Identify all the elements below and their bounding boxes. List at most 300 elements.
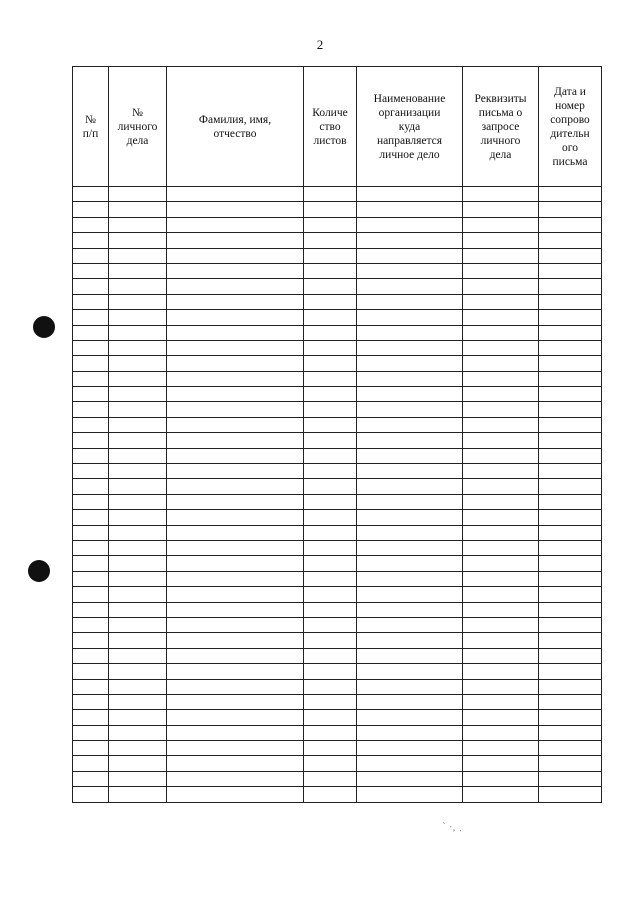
table-cell	[73, 387, 109, 402]
table-cell	[167, 279, 304, 294]
personal-files-register-table	[72, 66, 602, 803]
table-cell	[304, 617, 357, 632]
table-cell	[109, 263, 167, 278]
table-cell	[73, 356, 109, 371]
table-cell	[73, 710, 109, 725]
table-cell	[73, 325, 109, 340]
table-cell	[357, 710, 463, 725]
table-cell	[109, 448, 167, 463]
table-cell	[357, 187, 463, 202]
table-cell	[73, 310, 109, 325]
table-cell	[357, 248, 463, 263]
table-cell	[463, 633, 539, 648]
table-cell	[304, 494, 357, 509]
table-cell	[304, 725, 357, 740]
table-row	[73, 371, 602, 386]
table-cell	[109, 694, 167, 709]
table-cell	[357, 756, 463, 771]
table-cell	[304, 648, 357, 663]
table-cell	[463, 571, 539, 586]
table-cell	[167, 525, 304, 540]
punch-hole-bottom	[28, 560, 50, 582]
table-cell	[73, 479, 109, 494]
table-cell	[539, 571, 602, 586]
table-cell	[304, 387, 357, 402]
table-cell	[109, 248, 167, 263]
table-cell	[304, 417, 357, 432]
table-cell	[109, 325, 167, 340]
table-cell	[304, 371, 357, 386]
table-cell	[357, 325, 463, 340]
table-cell	[167, 510, 304, 525]
table-cell	[109, 571, 167, 586]
table-cell	[109, 202, 167, 217]
table-row	[73, 602, 602, 617]
table-cell	[167, 217, 304, 232]
table-cell	[357, 417, 463, 432]
table-cell	[357, 771, 463, 786]
table-cell	[539, 725, 602, 740]
table-row	[73, 402, 602, 417]
table-cell	[304, 510, 357, 525]
table-cell	[539, 587, 602, 602]
table-cell	[463, 787, 539, 802]
table-cell	[109, 310, 167, 325]
table-row	[73, 571, 602, 586]
table-cell	[539, 494, 602, 509]
table-cell	[109, 494, 167, 509]
table-cell	[109, 340, 167, 355]
table-cell	[109, 417, 167, 432]
table-row	[73, 771, 602, 786]
table-cell	[539, 325, 602, 340]
table-cell	[539, 217, 602, 232]
table-row	[73, 202, 602, 217]
table-cell	[304, 402, 357, 417]
table-cell	[539, 479, 602, 494]
table-cell	[167, 417, 304, 432]
table-cell	[304, 325, 357, 340]
table-cell	[463, 617, 539, 632]
table-cell	[357, 217, 463, 232]
table-cell	[73, 202, 109, 217]
table-cell	[73, 263, 109, 278]
table-cell	[109, 510, 167, 525]
table-cell	[304, 756, 357, 771]
table-row	[73, 263, 602, 278]
table-cell	[463, 294, 539, 309]
table-cell	[463, 694, 539, 709]
table-cell	[109, 233, 167, 248]
table-cell	[463, 387, 539, 402]
table-row	[73, 464, 602, 479]
table-cell	[304, 664, 357, 679]
table-row	[73, 725, 602, 740]
table-cell	[109, 371, 167, 386]
table-row	[73, 433, 602, 448]
table-cell	[357, 540, 463, 555]
table-row	[73, 248, 602, 263]
table-cell	[304, 279, 357, 294]
table-cell	[357, 371, 463, 386]
table-cell	[167, 187, 304, 202]
table-cell	[109, 587, 167, 602]
table-cell	[304, 187, 357, 202]
table-cell	[109, 433, 167, 448]
table-cell	[539, 510, 602, 525]
table-row	[73, 617, 602, 632]
table-cell	[109, 217, 167, 232]
table-cell	[539, 648, 602, 663]
table-row	[73, 356, 602, 371]
table-cell	[463, 279, 539, 294]
table-cell	[167, 433, 304, 448]
table-cell	[539, 617, 602, 632]
table-cell	[539, 664, 602, 679]
table-cell	[463, 525, 539, 540]
table-cell	[304, 571, 357, 586]
table-cell	[539, 248, 602, 263]
table-cell	[167, 340, 304, 355]
table-cell	[539, 602, 602, 617]
table-cell	[73, 525, 109, 540]
table-cell	[463, 602, 539, 617]
table-cell	[463, 340, 539, 355]
table-cell	[167, 587, 304, 602]
table-cell	[539, 294, 602, 309]
table-cell	[539, 464, 602, 479]
table-cell	[304, 464, 357, 479]
table-row	[73, 540, 602, 555]
table-cell	[463, 556, 539, 571]
table-row	[73, 494, 602, 509]
table-cell	[357, 310, 463, 325]
table-cell	[73, 217, 109, 232]
table-cell	[463, 248, 539, 263]
table-cell	[463, 402, 539, 417]
table-cell	[357, 664, 463, 679]
table-cell	[304, 433, 357, 448]
table-cell	[357, 556, 463, 571]
table-row	[73, 741, 602, 756]
table-cell	[357, 787, 463, 802]
table-cell	[539, 679, 602, 694]
table-cell	[304, 448, 357, 463]
table-cell	[357, 479, 463, 494]
table-row	[73, 217, 602, 232]
table-row	[73, 756, 602, 771]
table-cell	[357, 587, 463, 602]
table-cell	[109, 187, 167, 202]
table-cell	[357, 602, 463, 617]
table-cell	[109, 741, 167, 756]
table-cell	[463, 217, 539, 232]
table-cell	[167, 664, 304, 679]
table-cell	[304, 771, 357, 786]
table-cell	[463, 664, 539, 679]
table-row	[73, 648, 602, 663]
table-cell	[463, 710, 539, 725]
table-cell	[167, 371, 304, 386]
table-cell	[539, 233, 602, 248]
table-cell	[304, 679, 357, 694]
table-cell	[304, 310, 357, 325]
table-cell	[304, 233, 357, 248]
table-cell	[357, 494, 463, 509]
table-cell	[463, 417, 539, 432]
table-cell	[167, 310, 304, 325]
table-cell	[463, 510, 539, 525]
table-cell	[167, 771, 304, 786]
table-cell	[357, 233, 463, 248]
table-row	[73, 664, 602, 679]
table-row	[73, 294, 602, 309]
table-cell	[539, 417, 602, 432]
table-cell	[167, 710, 304, 725]
table-cell	[304, 525, 357, 540]
table-cell	[167, 402, 304, 417]
table-row	[73, 448, 602, 463]
column-header-row-number: № п/п	[73, 67, 109, 187]
table-cell	[167, 741, 304, 756]
table-cell	[463, 356, 539, 371]
table-cell	[539, 710, 602, 725]
table-cell	[109, 294, 167, 309]
table-cell	[539, 771, 602, 786]
table-cell	[167, 556, 304, 571]
table-cell	[304, 356, 357, 371]
table-cell	[539, 525, 602, 540]
table-row	[73, 187, 602, 202]
table-cell	[539, 310, 602, 325]
table-cell	[73, 494, 109, 509]
table-cell	[167, 325, 304, 340]
table-header-row	[73, 67, 602, 187]
table-cell	[539, 540, 602, 555]
table-cell	[73, 771, 109, 786]
table-cell	[463, 479, 539, 494]
table-cell	[167, 679, 304, 694]
table-cell	[73, 756, 109, 771]
table-cell	[109, 479, 167, 494]
table-cell	[73, 433, 109, 448]
table-cell	[357, 617, 463, 632]
table-cell	[109, 756, 167, 771]
column-header-cover-letter: Дата и номер сопрово дительн ого письма	[539, 67, 602, 187]
table-cell	[304, 602, 357, 617]
table-cell	[357, 202, 463, 217]
column-header-request-details: Реквизиты письма о запросе личного дела	[463, 67, 539, 187]
table-cell	[304, 710, 357, 725]
table-cell	[73, 417, 109, 432]
table-cell	[357, 448, 463, 463]
table-cell	[73, 248, 109, 263]
table-cell	[167, 387, 304, 402]
table-cell	[304, 540, 357, 555]
table-cell	[167, 233, 304, 248]
table-cell	[73, 510, 109, 525]
table-cell	[357, 402, 463, 417]
table-cell	[463, 263, 539, 278]
table-cell	[304, 556, 357, 571]
table-cell	[539, 371, 602, 386]
table-cell	[73, 741, 109, 756]
column-header-file-number: № личного дела	[109, 67, 167, 187]
table-cell	[463, 448, 539, 463]
table-row	[73, 787, 602, 802]
table-cell	[539, 556, 602, 571]
table-cell	[463, 756, 539, 771]
table-cell	[73, 787, 109, 802]
table-cell	[539, 756, 602, 771]
table-cell	[539, 433, 602, 448]
table-cell	[539, 387, 602, 402]
table-cell	[167, 464, 304, 479]
table-cell	[357, 633, 463, 648]
table-cell	[463, 187, 539, 202]
table-cell	[73, 233, 109, 248]
table-cell	[304, 741, 357, 756]
table-cell	[167, 756, 304, 771]
table-cell	[73, 664, 109, 679]
table-cell	[73, 633, 109, 648]
table-cell	[167, 248, 304, 263]
table-cell	[167, 787, 304, 802]
table-cell	[109, 771, 167, 786]
table-cell	[304, 479, 357, 494]
table-cell	[109, 664, 167, 679]
table-row	[73, 325, 602, 340]
table-cell	[357, 387, 463, 402]
table-cell	[463, 202, 539, 217]
table-row	[73, 556, 602, 571]
table-cell	[167, 263, 304, 278]
table-row	[73, 310, 602, 325]
table-cell	[357, 294, 463, 309]
table-cell	[539, 279, 602, 294]
table-cell	[539, 633, 602, 648]
table-cell	[357, 464, 463, 479]
table-cell	[539, 202, 602, 217]
table-cell	[167, 202, 304, 217]
table-cell	[463, 771, 539, 786]
table-cell	[109, 633, 167, 648]
table-cell	[73, 556, 109, 571]
table-cell	[73, 279, 109, 294]
handwritten-mark: ` ·, .	[441, 820, 464, 834]
table-cell	[167, 617, 304, 632]
table-cell	[109, 540, 167, 555]
table-cell	[304, 263, 357, 278]
table-row	[73, 510, 602, 525]
table-cell	[539, 263, 602, 278]
table-cell	[357, 648, 463, 663]
table-cell	[109, 648, 167, 663]
table-cell	[463, 587, 539, 602]
table-row	[73, 694, 602, 709]
table-cell	[539, 694, 602, 709]
table-cell	[73, 187, 109, 202]
table-body	[73, 187, 602, 803]
table-cell	[109, 725, 167, 740]
table-row	[73, 587, 602, 602]
table-cell	[167, 725, 304, 740]
table-cell	[73, 679, 109, 694]
table-cell	[463, 741, 539, 756]
table-cell	[539, 356, 602, 371]
punch-hole-top	[33, 316, 55, 338]
table-cell	[109, 787, 167, 802]
table-cell	[463, 679, 539, 694]
table-cell	[167, 294, 304, 309]
table-cell	[463, 648, 539, 663]
table-row	[73, 233, 602, 248]
column-header-destination-org: Наименование организации куда направляется личное дело	[357, 67, 463, 187]
table-cell	[109, 356, 167, 371]
table-cell	[73, 340, 109, 355]
table-cell	[304, 294, 357, 309]
table-cell	[357, 356, 463, 371]
table-cell	[167, 540, 304, 555]
table-cell	[109, 679, 167, 694]
table-cell	[73, 448, 109, 463]
table-cell	[304, 217, 357, 232]
table-row	[73, 710, 602, 725]
table-cell	[357, 279, 463, 294]
table-cell	[167, 356, 304, 371]
table-cell	[109, 556, 167, 571]
table-cell	[109, 279, 167, 294]
table-row	[73, 479, 602, 494]
table-cell	[357, 340, 463, 355]
table-cell	[304, 340, 357, 355]
table-cell	[357, 694, 463, 709]
table-cell	[109, 464, 167, 479]
table-cell	[109, 387, 167, 402]
table-cell	[73, 648, 109, 663]
table-cell	[304, 202, 357, 217]
table-row	[73, 679, 602, 694]
table-cell	[357, 741, 463, 756]
table-cell	[463, 433, 539, 448]
table-cell	[167, 571, 304, 586]
table-cell	[73, 602, 109, 617]
table-cell	[539, 741, 602, 756]
table-row	[73, 387, 602, 402]
table-cell	[167, 479, 304, 494]
table-cell	[357, 510, 463, 525]
table-cell	[539, 448, 602, 463]
table-cell	[463, 464, 539, 479]
table-cell	[167, 633, 304, 648]
table-cell	[357, 263, 463, 278]
column-header-sheet-count: Количе ство листов	[304, 67, 357, 187]
table-cell	[73, 617, 109, 632]
table-cell	[73, 587, 109, 602]
table-cell	[539, 187, 602, 202]
table-cell	[109, 402, 167, 417]
table-cell	[73, 402, 109, 417]
table-cell	[73, 464, 109, 479]
table-cell	[357, 679, 463, 694]
table-row	[73, 340, 602, 355]
table-cell	[304, 248, 357, 263]
table-cell	[463, 725, 539, 740]
table-cell	[73, 294, 109, 309]
table-cell	[304, 787, 357, 802]
table-cell	[167, 448, 304, 463]
table-cell	[463, 371, 539, 386]
